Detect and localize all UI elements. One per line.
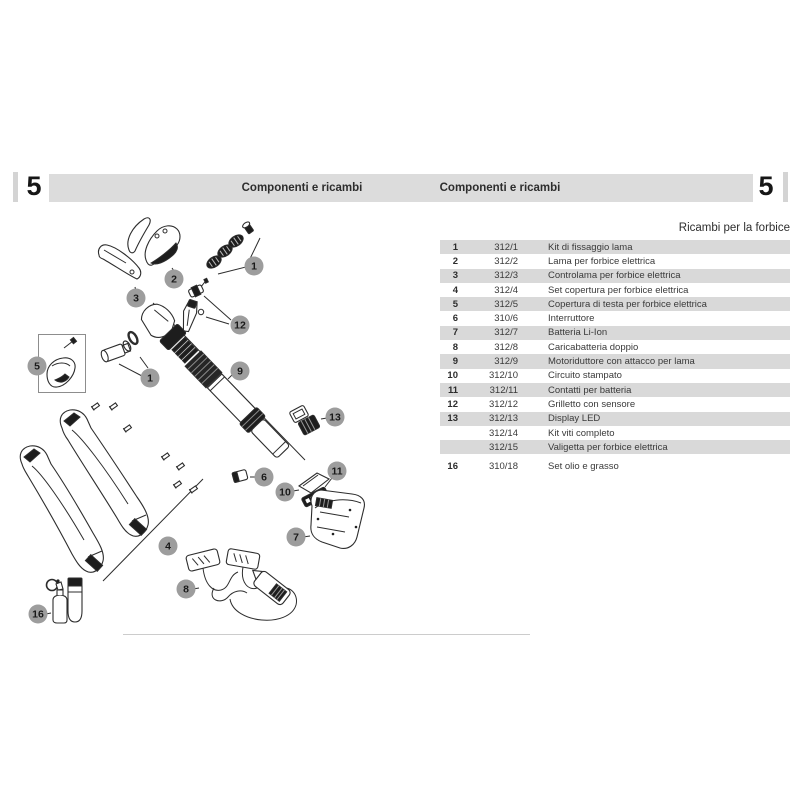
section-number-left: 5 bbox=[26, 171, 42, 201]
pt-desc: Lama per forbice elettrica bbox=[548, 255, 656, 267]
callout-5 bbox=[28, 357, 47, 376]
pt-desc: Display LED bbox=[548, 413, 601, 425]
left-edge-bar bbox=[13, 172, 18, 202]
svg-text:6: 6 bbox=[261, 471, 267, 484]
section-number-right: 5 bbox=[758, 171, 774, 201]
pt-num: 16 bbox=[447, 461, 458, 473]
callout-3 bbox=[127, 289, 146, 308]
part-oil-grease bbox=[46, 578, 82, 623]
callout-11 bbox=[328, 462, 347, 481]
callout-8 bbox=[177, 580, 196, 599]
callout-2 bbox=[165, 270, 184, 289]
callout-1 bbox=[141, 369, 160, 388]
right-edge-bar bbox=[783, 172, 788, 202]
svg-text:5: 5 bbox=[34, 360, 40, 373]
callout-10 bbox=[276, 483, 295, 502]
part-gear-motor bbox=[135, 299, 305, 462]
pt-desc: Caricabatteria doppio bbox=[548, 341, 639, 353]
svg-text:2: 2 bbox=[171, 273, 177, 286]
pt-desc: Circuito stampato bbox=[548, 370, 622, 382]
svg-text:16: 16 bbox=[32, 608, 44, 621]
pt-desc: Kit di fissaggio lama bbox=[548, 241, 633, 253]
pt-desc: Controlama per forbice elettrica bbox=[548, 270, 681, 282]
pt-desc: Copertura di testa per forbice elettrica bbox=[548, 298, 707, 310]
pt-code: 312/13 bbox=[488, 413, 518, 425]
part-housing-shells bbox=[20, 410, 203, 581]
callout-1 bbox=[245, 257, 264, 276]
pt-num: 9 bbox=[452, 356, 458, 368]
header-bar bbox=[49, 174, 753, 202]
pt-code: 310/6 bbox=[494, 313, 518, 325]
callout-4 bbox=[159, 537, 178, 556]
pt-code: 312/1 bbox=[494, 241, 518, 253]
callout-12 bbox=[231, 316, 250, 335]
part-blade bbox=[128, 218, 180, 271]
svg-text:8: 8 bbox=[183, 583, 189, 596]
svg-text:1: 1 bbox=[147, 372, 153, 385]
svg-text:3: 3 bbox=[133, 292, 139, 305]
pt-desc: Batteria Li-Ion bbox=[548, 327, 608, 339]
callout-13 bbox=[326, 408, 345, 427]
pt-code: 312/11 bbox=[489, 384, 518, 396]
pt-num: 5 bbox=[452, 298, 458, 310]
part-charger bbox=[186, 548, 297, 620]
pt-code: 312/5 bbox=[494, 298, 518, 310]
svg-text:10: 10 bbox=[279, 486, 291, 499]
pt-num: 8 bbox=[452, 341, 458, 353]
pt-code: 312/14 bbox=[488, 427, 518, 439]
svg-text:11: 11 bbox=[331, 465, 343, 478]
pt-num: 6 bbox=[452, 313, 458, 325]
part-fixing-kit-mid bbox=[100, 331, 148, 376]
svg-text:12: 12 bbox=[234, 319, 246, 332]
pt-num: 12 bbox=[447, 398, 458, 410]
pt-code: 312/2 bbox=[494, 255, 518, 267]
callout-7 bbox=[287, 528, 306, 547]
svg-text:9: 9 bbox=[237, 365, 243, 378]
pt-code: 312/9 bbox=[494, 356, 518, 368]
exploded-diagram bbox=[10, 205, 540, 650]
pt-code: 312/10 bbox=[488, 370, 518, 382]
part-battery bbox=[303, 490, 364, 548]
pt-code: 312/12 bbox=[488, 398, 518, 410]
pt-code: 312/8 bbox=[494, 341, 518, 353]
header-title-2: Componenti e ricambi bbox=[439, 182, 561, 194]
pt-desc: Set copertura per forbice elettrica bbox=[548, 284, 689, 296]
part-switch bbox=[232, 469, 256, 482]
svg-text:13: 13 bbox=[329, 411, 341, 424]
pt-num: 3 bbox=[452, 270, 458, 282]
pt-num: 7 bbox=[452, 327, 458, 339]
pt-code: 312/4 bbox=[494, 284, 518, 296]
svg-text:7: 7 bbox=[293, 531, 299, 544]
pt-num: 2 bbox=[452, 255, 458, 267]
part-trigger-sensor bbox=[178, 278, 231, 333]
pt-code: 312/3 bbox=[494, 270, 518, 282]
parts-table-title: Ricambi per la forbice bbox=[678, 222, 790, 234]
pt-code: 310/18 bbox=[488, 461, 518, 473]
pt-num: 4 bbox=[452, 284, 458, 296]
pt-num: 13 bbox=[447, 413, 458, 425]
header-title-1: Componenti e ricambi bbox=[241, 182, 363, 194]
pt-desc: Kit viti completo bbox=[548, 427, 615, 439]
pt-desc: Contatti per batteria bbox=[548, 384, 632, 396]
pt-num: 1 bbox=[452, 241, 458, 253]
pt-desc: Set olio e grasso bbox=[548, 461, 619, 473]
callout-9 bbox=[231, 362, 250, 381]
pt-code: 312/15 bbox=[488, 441, 518, 453]
part-led-display bbox=[289, 405, 327, 435]
callout-16 bbox=[29, 605, 48, 624]
pt-num: 10 bbox=[447, 370, 458, 382]
pt-code: 312/7 bbox=[494, 327, 518, 339]
pt-desc: Grilletto con sensore bbox=[548, 398, 636, 410]
pt-num: 11 bbox=[447, 384, 458, 396]
pt-desc: Valigetta per forbice elettrica bbox=[548, 441, 668, 453]
callout-6 bbox=[255, 468, 274, 487]
svg-text:1: 1 bbox=[251, 260, 257, 273]
pt-desc: Interruttore bbox=[548, 313, 595, 325]
pt-desc: Motoriduttore con attacco per lama bbox=[548, 356, 695, 368]
svg-text:4: 4 bbox=[165, 540, 171, 553]
